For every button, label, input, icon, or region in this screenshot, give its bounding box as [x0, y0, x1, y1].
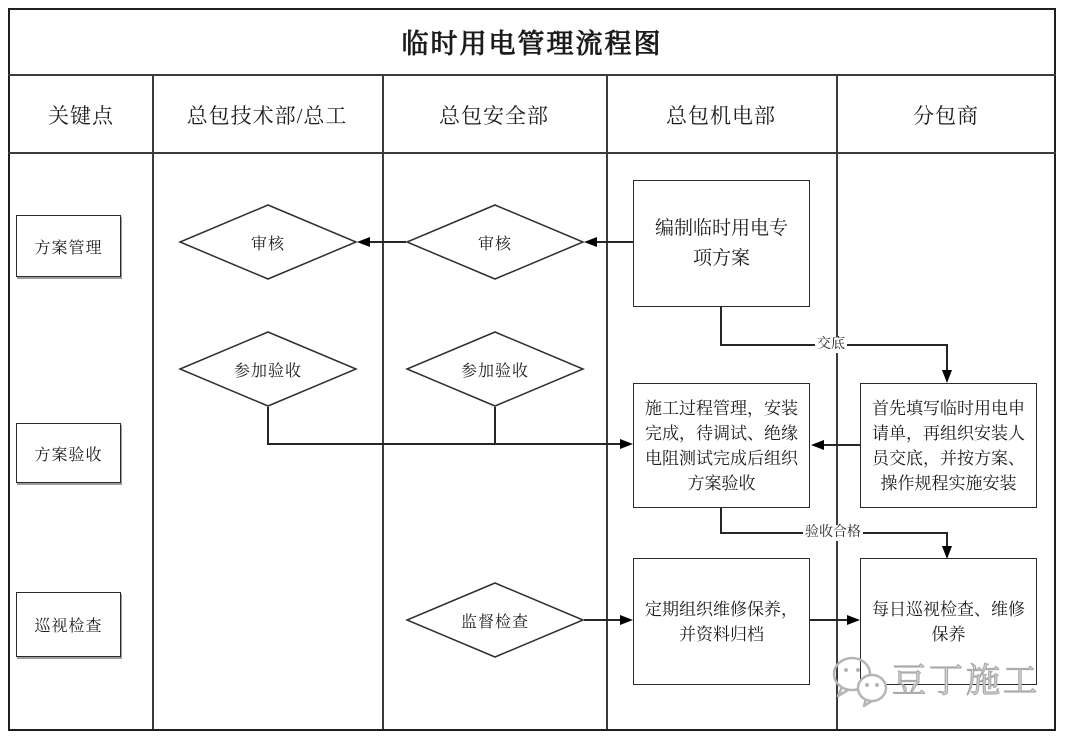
connector-handover-down: [946, 344, 948, 372]
process-box-apply-install: 首先填写临时用电申请单，再组织安装人员交底，并按方案、操作规程实施安装: [860, 383, 1037, 508]
diamond-accept-tech: [178, 330, 358, 408]
connector-compile-down: [720, 307, 722, 345]
arrowhead-right-construction: [620, 439, 633, 449]
diamond-label: 参加验收: [460, 362, 529, 380]
arrowhead-left-review-tech: [357, 237, 370, 247]
process-box-construction-management: 施工过程管理，安装完成，待调试、绝缘电阻测试完成后组织方案验收: [633, 383, 810, 508]
connector-accept-safety-drop: [494, 407, 496, 445]
edge-label-acceptance-pass: 验收合格: [805, 525, 861, 540]
keypoint-box-plan-acceptance: 方案验收: [16, 423, 121, 483]
diamond-label: 监督检查: [460, 613, 529, 631]
arrowhead-down-apply: [942, 370, 952, 383]
diamond-accept-safety: [405, 330, 585, 408]
keypoint-box-plan-management: 方案管理: [16, 215, 121, 277]
connector-supervise-to-maintain: [584, 619, 620, 621]
diamond-review-tech: [178, 203, 358, 281]
column-header-tech-dept: 总包技术部/总工: [186, 103, 348, 128]
diamond-review-safety: [405, 203, 585, 281]
page-title: 临时用电管理流程图: [401, 28, 663, 59]
connector-review-safety-to-review-tech: [368, 241, 406, 243]
column-divider-1: [152, 74, 154, 729]
connector-maintain-to-daily: [810, 619, 848, 621]
connector-compile-to-review-safety: [592, 241, 633, 243]
process-box-periodic-maintain: 定期组织维修保养，并资料归档: [633, 558, 810, 685]
column-divider-2: [382, 74, 384, 729]
process-box-daily-patrol: 每日巡视检查、维修保养: [860, 558, 1037, 685]
column-divider-3: [606, 74, 608, 729]
column-header-me-dept: 总包机电部: [666, 103, 776, 128]
edge-label-handover: 交底: [817, 337, 845, 352]
diamond-label: 审核: [250, 235, 285, 253]
connector-accept-tech-drop: [267, 407, 269, 445]
column-header-keypoints: 关键点: [48, 103, 114, 128]
arrowhead-right-maintain: [620, 615, 633, 625]
diamond-label: 参加验收: [233, 362, 302, 380]
diamond-supervise-inspect: [405, 581, 585, 659]
arrowhead-left-construction: [811, 440, 824, 450]
column-header-subcontractor: 分包商: [913, 103, 979, 128]
column-divider-4: [836, 74, 838, 729]
arrowhead-right-daily: [847, 615, 860, 625]
wechat-icon: [830, 652, 892, 710]
connector-accept-to-construction: [267, 443, 620, 445]
diamond-label: 审核: [477, 235, 512, 253]
connector-construction-down: [720, 508, 722, 534]
watermark-text: 豆丁施工: [892, 662, 1040, 700]
process-box-compile-plan: 编制临时用电专项方案: [633, 180, 810, 307]
column-header-safety-dept: 总包安全部: [439, 103, 549, 128]
watermark: [830, 650, 1040, 712]
arrowhead-left-review-safety: [584, 237, 597, 247]
connector-apply-to-construction: [824, 444, 860, 446]
keypoint-box-patrol-inspection: 巡视检查: [16, 592, 121, 657]
